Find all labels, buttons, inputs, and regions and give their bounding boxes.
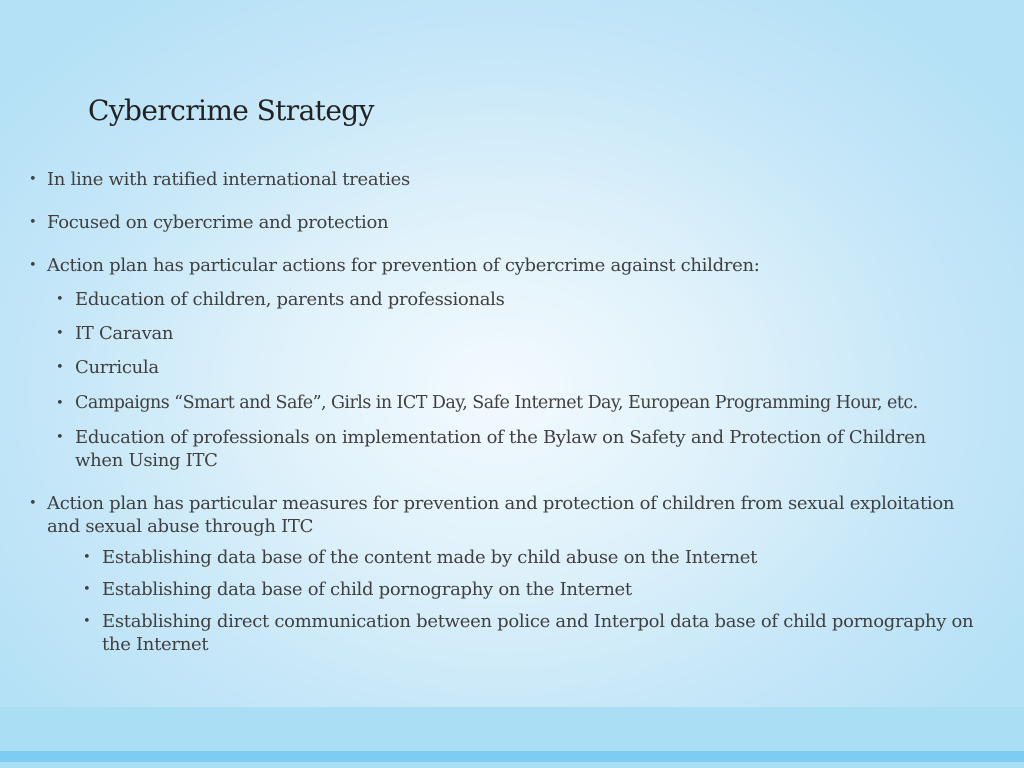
bullet-icon: • — [29, 496, 37, 511]
bullet-icon: • — [56, 292, 64, 307]
bullet-icon: • — [56, 396, 64, 411]
sub-bullet-text: Curricula — [75, 357, 159, 378]
bullet-text: Focused on cybercrime and protection — [47, 212, 389, 233]
bullet-icon: • — [83, 614, 91, 629]
footer-strip — [0, 751, 1024, 762]
bullet-icon: • — [56, 430, 64, 445]
bullet-text: Action plan has particular actions for prevention of cybercrime against children: — [47, 255, 760, 276]
sub-bullet-text: Establishing data base of the content made by child abuse on the Internet — [102, 547, 758, 568]
bullet-text: Action plan has particular measures for prevention and protection of children from sexual exploitation and sexual abuse through ITC — [47, 493, 955, 537]
bullet-icon: • — [83, 582, 91, 597]
sub-bullet-text: Establishing direct communication between police and Interpol data base of child pornography on the Internet — [102, 611, 974, 655]
bullet-icon: • — [29, 258, 37, 273]
bullet-icon: • — [56, 360, 64, 375]
sub-bullet-text: Establishing data base of child pornography on the Internet — [102, 579, 632, 600]
bullet-icon: • — [56, 326, 64, 341]
bullet-icon: • — [29, 215, 37, 230]
bullet-text: In line with ratified international treaties — [47, 169, 410, 190]
sub-bullet-text: IT Caravan — [75, 323, 174, 344]
sub-bullet-text: Education of children, parents and professionals — [75, 289, 505, 310]
sub-bullet-text: Education of professionals on implementation of the Bylaw on Safety and Protection of Children when Using ITC — [75, 427, 926, 471]
footer-base — [0, 762, 1024, 768]
bullet-icon: • — [29, 172, 37, 187]
bullet-icon: • — [83, 550, 91, 565]
sub-bullet-text: Campaigns “Smart and Safe”, Girls in ICT Day, Safe Internet Day, European Programming Hour, etc. — [75, 393, 918, 413]
slide-title: Cybercrime Strategy — [88, 94, 374, 127]
footer-band — [0, 707, 1024, 751]
